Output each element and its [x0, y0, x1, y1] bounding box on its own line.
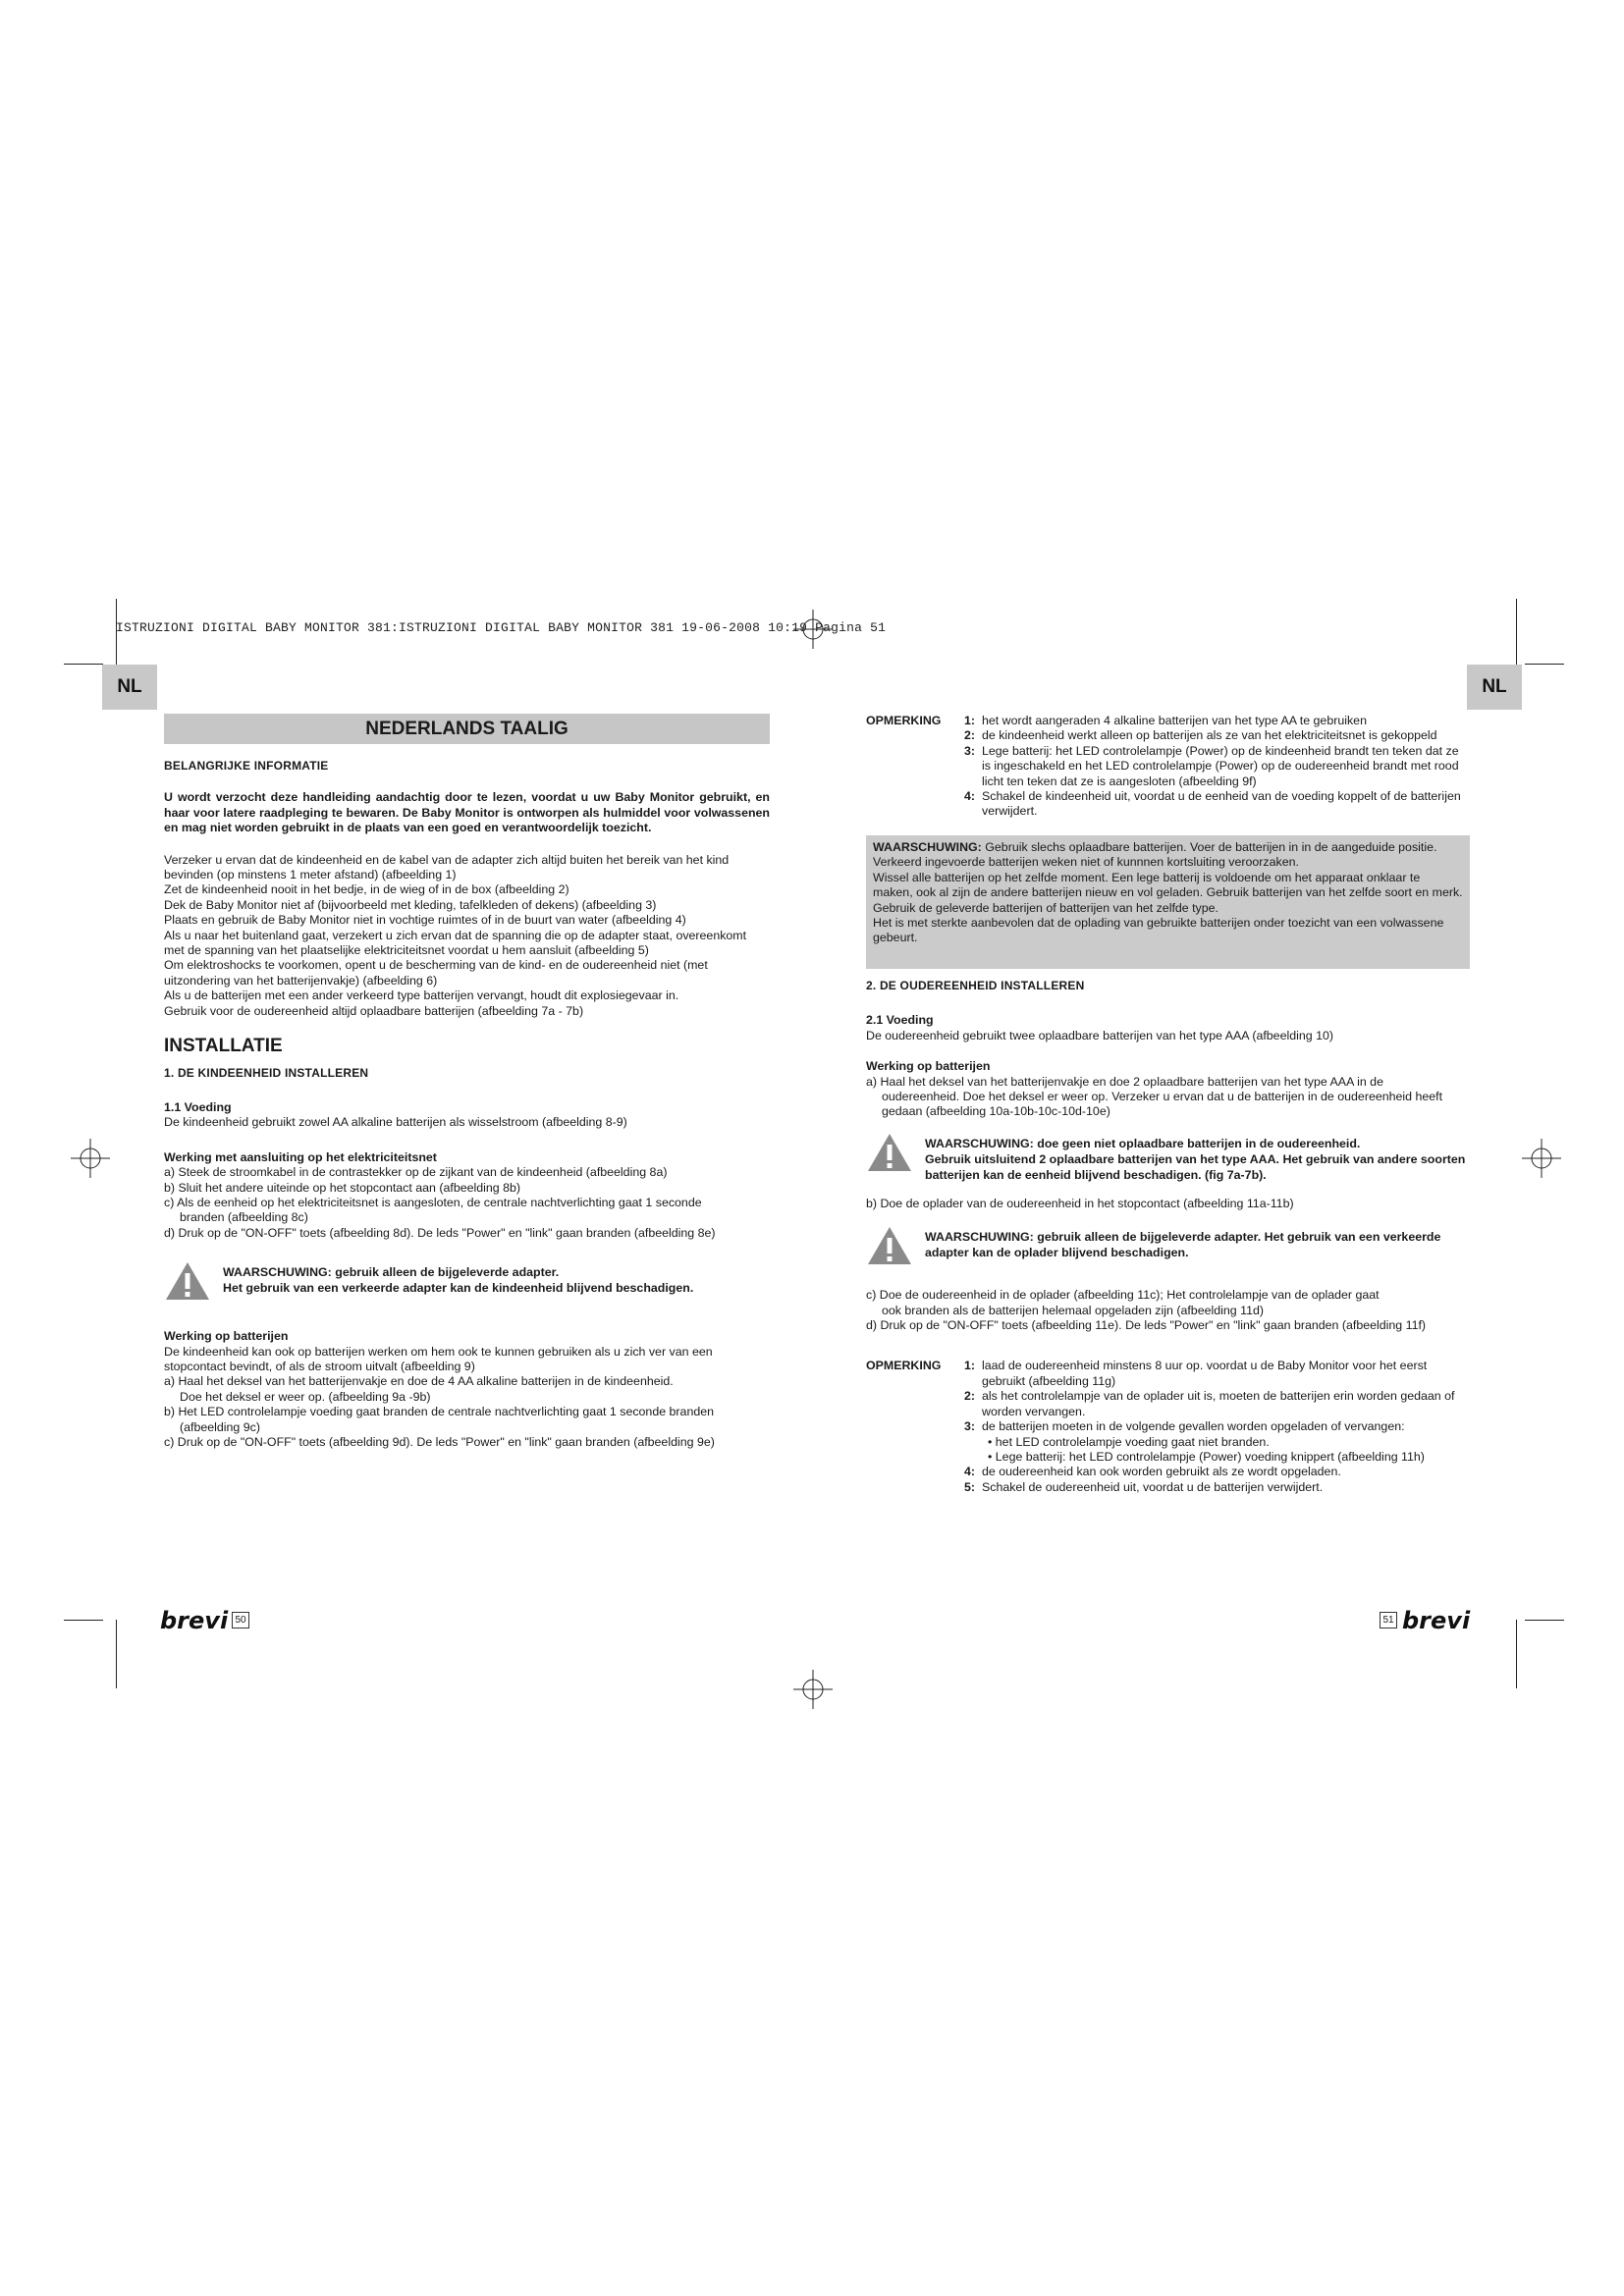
list-item: c) Als de eenheid op het elektriciteitsnet is aangesloten, de centrale nachtverlichting gaat 1 seconde	[164, 1195, 702, 1209]
note-text: de kindeenheid werkt alleen op batterijen als ze van het elektriciteitsnet is gekoppeld	[982, 728, 1437, 743]
note-item	[964, 728, 1470, 743]
warning-block	[164, 1260, 770, 1302]
note-item	[964, 1480, 1470, 1495]
crop-mark	[64, 1620, 103, 1621]
crop-mark	[116, 1620, 117, 1688]
note-item	[964, 1465, 1470, 1479]
note-text: Schakel de oudereenheid uit, voordat u de batterijen verwijdert.	[982, 1479, 1324, 1494]
note-number: 4:	[964, 1465, 976, 1479]
safety-item: Zet de kindeenheid nooit in het bedje, in de wieg of in de box (afbeelding 2)	[164, 882, 569, 897]
note-number: 3:	[964, 1419, 976, 1434]
warning-line: Gebruik slechs oplaadbare batterijen. Voer de batterijen in in de aangeduide positie. Verkeerd ingevoerde batterijen weken niet of kunnnen kortsluiting veroorzaken.	[873, 840, 1437, 870]
warning-line: WAARSCHUWING: doe geen niet oplaadbare batterijen in de oudereenheid.	[925, 1136, 1361, 1150]
note-item	[964, 789, 1470, 820]
note-text: Schakel de kindeenheid uit, voordat u de eenheid van de voeding koppelt of de batterijen verwijdert.	[982, 789, 1461, 819]
note-item	[964, 1450, 1470, 1465]
subsection-heading: 2.1 Voeding	[866, 1013, 934, 1028]
crop-mark	[1525, 1620, 1564, 1621]
note-items	[964, 714, 1470, 820]
important-text: U wordt verzocht deze handleiding aandachtig door te lezen, voordat u uw Baby Monitor gebruikt, en haar voor latere raadpleging te bewaren. De Baby Monitor is ontworpen als hulmiddel voor volwassenen en mag niet worden gebruikt in de plaats van een goed en verantwoordelijk toezicht.	[164, 790, 770, 835]
warning-icon	[164, 1260, 211, 1302]
list-item: oudereenheid. Doe het deksel er weer op. Verzeker u ervan dat u de batterijen in de oudereenheid heeft gedaan (afbeelding 10a-10b-10c-10d-10e)	[882, 1090, 1443, 1119]
subsection-heading: 1.1 Voeding	[164, 1099, 232, 1114]
list-item: b) Doe de oplader van de oudereenheid in het stopcontact (afbeelding 11a-11b)	[866, 1196, 1294, 1210]
note-item	[964, 1389, 1470, 1419]
note-text: het wordt aangeraden 4 alkaline batterijen van het type AA te gebruiken	[982, 714, 1367, 727]
crop-mark	[1516, 1620, 1517, 1688]
note-number: 2:	[964, 1389, 976, 1404]
note-text: Lege batterij: het LED controlelampje (Power) op de kindeenheid brandt ten teken dat ze is ingeschakeld en het LED controlelampje (Power) op de oudereenheid brandt met rood licht ten teken dat ze is aangesloten (afbeelding 9f)	[982, 743, 1459, 788]
note-text: de batterijen moeten in de volgende gevallen worden opgeladen of vervangen:	[982, 1419, 1405, 1434]
note-item	[964, 1435, 1470, 1450]
note-text: als het controlelampje van de oplader uit is, moeten de batterijen erin worden gedaan of worden vervangen.	[982, 1389, 1455, 1418]
page-number: 51	[1380, 1612, 1397, 1629]
paragraph: De oudereenheid gebruikt twee oplaadbare batterijen van het type AAA (afbeelding 10)	[866, 1028, 1333, 1042]
warning-icon	[866, 1132, 913, 1173]
page-title: NEDERLANDS TAALIG	[164, 714, 770, 744]
crop-mark	[64, 664, 103, 665]
list-item: Doe het deksel er weer op. (afbeelding 9a -9b)	[180, 1389, 431, 1404]
list-item: d) Druk op de "ON-OFF" toets (afbeelding 8d). De leds "Power" en "link" gaan branden (afbeelding 8e)	[164, 1225, 716, 1240]
crop-mark	[1525, 664, 1564, 665]
list-item: b) Sluit het andere uiteinde op het stopcontact aan (afbeelding 8b)	[164, 1180, 521, 1195]
list-item: a) Haal het deksel van het batterijenvakje en doe de 4 AA alkaline batterijen in de kindeenheid.	[164, 1374, 674, 1389]
note-number: 5:	[964, 1479, 976, 1494]
list-item: (afbeelding 9c)	[180, 1419, 260, 1434]
note-number	[964, 1435, 982, 1450]
note-item	[964, 744, 1470, 789]
installatie-heading: INSTALLATIE	[164, 1036, 283, 1057]
list-item: a) Steek de stroomkabel in de contrastekker op de zijkant van de kindeenheid (afbeelding 8a)	[164, 1165, 668, 1180]
safety-item: Gebruik voor de oudereenheid altijd oplaadbare batterijen (afbeelding 7a - 7b)	[164, 1003, 584, 1018]
brand-logo: brevi	[160, 1607, 229, 1634]
subsection-heading: Werking op batterijen	[164, 1329, 289, 1344]
subsection-heading: Werking met aansluiting op het elektriciteitsnet	[164, 1149, 437, 1164]
safety-list	[164, 853, 770, 1019]
warning-paragraph: Wissel alle batterijen op het zelfde moment. Een lege batterij is voldoende om het apparaat onklaar te maken, ook al zijn de andere batterijen nieuw en vol geladen. Gebruik batterijen van het zelfde soort en merk. Gebruik de geleverde batterijen of batterijen van het zelfde type.	[873, 870, 1463, 915]
note-number: 4:	[964, 789, 976, 804]
warning-paragraph: Het is met sterkte aanbevolen dat de oplading van gebruikte batterijen onder toezicht van een volwassene gebeurt.	[873, 916, 1444, 945]
warning-text	[925, 1132, 1470, 1183]
note-items	[964, 1359, 1470, 1495]
safety-item: Als u de batterijen met een ander verkeerd type batterijen vervangt, houdt dit explosiegevaar in.	[164, 988, 679, 1003]
warning-text: WAARSCHUWING: gebruik alleen de bijgeleverde adapter. Het gebruik van een verkeerde adapter kan de oplader blijvend beschadigen.	[925, 1230, 1441, 1260]
note-text: • het LED controlelampje voeding gaat niet branden.	[988, 1434, 1270, 1449]
note-text: de oudereenheid kan ook worden gebruikt als ze wordt opgeladen.	[982, 1465, 1341, 1479]
note-block	[866, 714, 1470, 820]
warning-text	[223, 1260, 693, 1296]
registration-mark	[793, 1670, 833, 1709]
note-text: • Lege batterij: het LED controlelampje (Power) voeding knippert (afbeelding 11h)	[988, 1449, 1425, 1464]
section-heading: 1. DE KINDEENHEID INSTALLEREN	[164, 1065, 369, 1080]
list-item: c) Druk op de "ON-OFF" toets (afbeelding 9d). De leds "Power" en "link" gaan branden (afbeelding 9e)	[164, 1435, 715, 1449]
list-item: d) Druk op de "ON-OFF" toets (afbeelding 11e). De leds "Power" en "link" gaan branden (afbeelding 11f)	[866, 1318, 1427, 1333]
page-number: 50	[232, 1612, 249, 1629]
paragraph: De kindeenheid kan ook op batterijen werken om hem ook te kunnen gebruiken als u zich ver van een stopcontact bevindt, of als de stroom uitvalt (afbeelding 9)	[164, 1344, 713, 1373]
subsection-heading: Werking op batterijen	[866, 1059, 991, 1074]
registration-mark	[1522, 1139, 1561, 1178]
list-item: branden (afbeelding 8c)	[180, 1210, 308, 1225]
note-number: 3:	[964, 743, 976, 758]
crop-mark	[1516, 599, 1517, 667]
safety-item: Verzeker u ervan dat de kindeenheid en de kabel van de adapter zich altijd buiten het bereik van het kind bevinden (op minstens 1 meter afstand) (afbeelding 1)	[164, 852, 730, 882]
list-item: a) Haal het deksel van het batterijenvakje en doe 2 oplaadbare batterijen van het type AAA in de	[866, 1074, 1383, 1089]
note-label: OPMERKING	[866, 1359, 942, 1373]
warning-lead: WAARSCHUWING:	[873, 840, 982, 854]
brand-logo: brevi	[1402, 1607, 1471, 1634]
warning-line: Gebruik uitsluitend 2 oplaadbare batterijen van het type AAA. Het gebruik van andere soorten batterijen kan de eenheid blijvend beschadigen. (fig 7a-7b).	[925, 1151, 1466, 1182]
warning-box	[866, 835, 1470, 969]
registration-mark	[71, 1139, 110, 1178]
safety-item: Dek de Baby Monitor niet af (bijvoorbeeld met kleding, tafelkleden of dekens) (afbeelding 3)	[164, 897, 657, 912]
warning-icon	[866, 1225, 913, 1266]
important-heading: BELANGRIJKE INFORMATIE	[164, 759, 329, 773]
note-block	[866, 1359, 1470, 1495]
note-label: OPMERKING	[866, 714, 942, 727]
note-item	[964, 714, 1470, 728]
safety-item: Plaats en gebruik de Baby Monitor niet in vochtige ruimtes of in de buurt van water (afbeelding 4)	[164, 913, 686, 928]
safety-item: Om elektroshocks te voorkomen, opent u de bescherming van de kind- en de oudereenheid niet (met uitzondering van het batterijenvakje) (afbeelding 6)	[164, 958, 708, 988]
note-item	[964, 1419, 1470, 1434]
list-item: c) Doe de oudereenheid in de oplader (afbeelding 11c); Het controlelampje van de oplader gaat	[866, 1288, 1380, 1303]
safety-item: Als u naar het buitenland gaat, verzekert u zich ervan dat de spanning die op de adapter staat, overeenkomt met de spanning van het plaatselijke elektriciteitsnet voordat u hem aansluit (afbeelding 5)	[164, 928, 747, 958]
warning-line: WAARSCHUWING: gebruik alleen de bijgeleverde adapter.	[223, 1265, 560, 1280]
note-item	[964, 1359, 1470, 1389]
section-heading: 2. DE OUDEREENHEID INSTALLEREN	[866, 979, 1085, 992]
left-column	[164, 759, 770, 1450]
note-number: 1:	[964, 1359, 976, 1373]
warning-block	[866, 1132, 1470, 1183]
paragraph: De kindeenheid gebruikt zowel AA alkaline batterijen als wisselstroom (afbeelding 8-9)	[164, 1115, 627, 1130]
right-column	[866, 714, 1470, 820]
language-tab-left: NL	[102, 665, 157, 710]
language-tab-right: NL	[1467, 665, 1522, 710]
warning-block	[866, 1225, 1470, 1266]
right-column-lower	[866, 979, 1470, 1495]
print-slug: ISTRUZIONI DIGITAL BABY MONITOR 381:ISTRUZIONI DIGITAL BABY MONITOR 381 19-06-2008 10:19 Pagina 51	[116, 620, 887, 635]
list-item: b) Het LED controlelampje voeding gaat branden de centrale nachtverlichting gaat 1 seconde branden	[164, 1405, 715, 1419]
note-number: 2:	[964, 728, 976, 743]
note-number: 1:	[964, 714, 976, 727]
note-number	[964, 1450, 982, 1465]
list-item: ook branden als de batterijen helemaal opgeladen zijn (afbeelding 11d)	[882, 1303, 1264, 1317]
note-text: laad de oudereenheid minstens 8 uur op. voordat u de Baby Monitor voor het eerst gebruikt (afbeelding 11g)	[982, 1359, 1428, 1388]
warning-paragraph	[873, 840, 1463, 871]
warning-line: Het gebruik van een verkeerde adapter kan de kindeenheid blijvend beschadigen.	[223, 1281, 694, 1296]
